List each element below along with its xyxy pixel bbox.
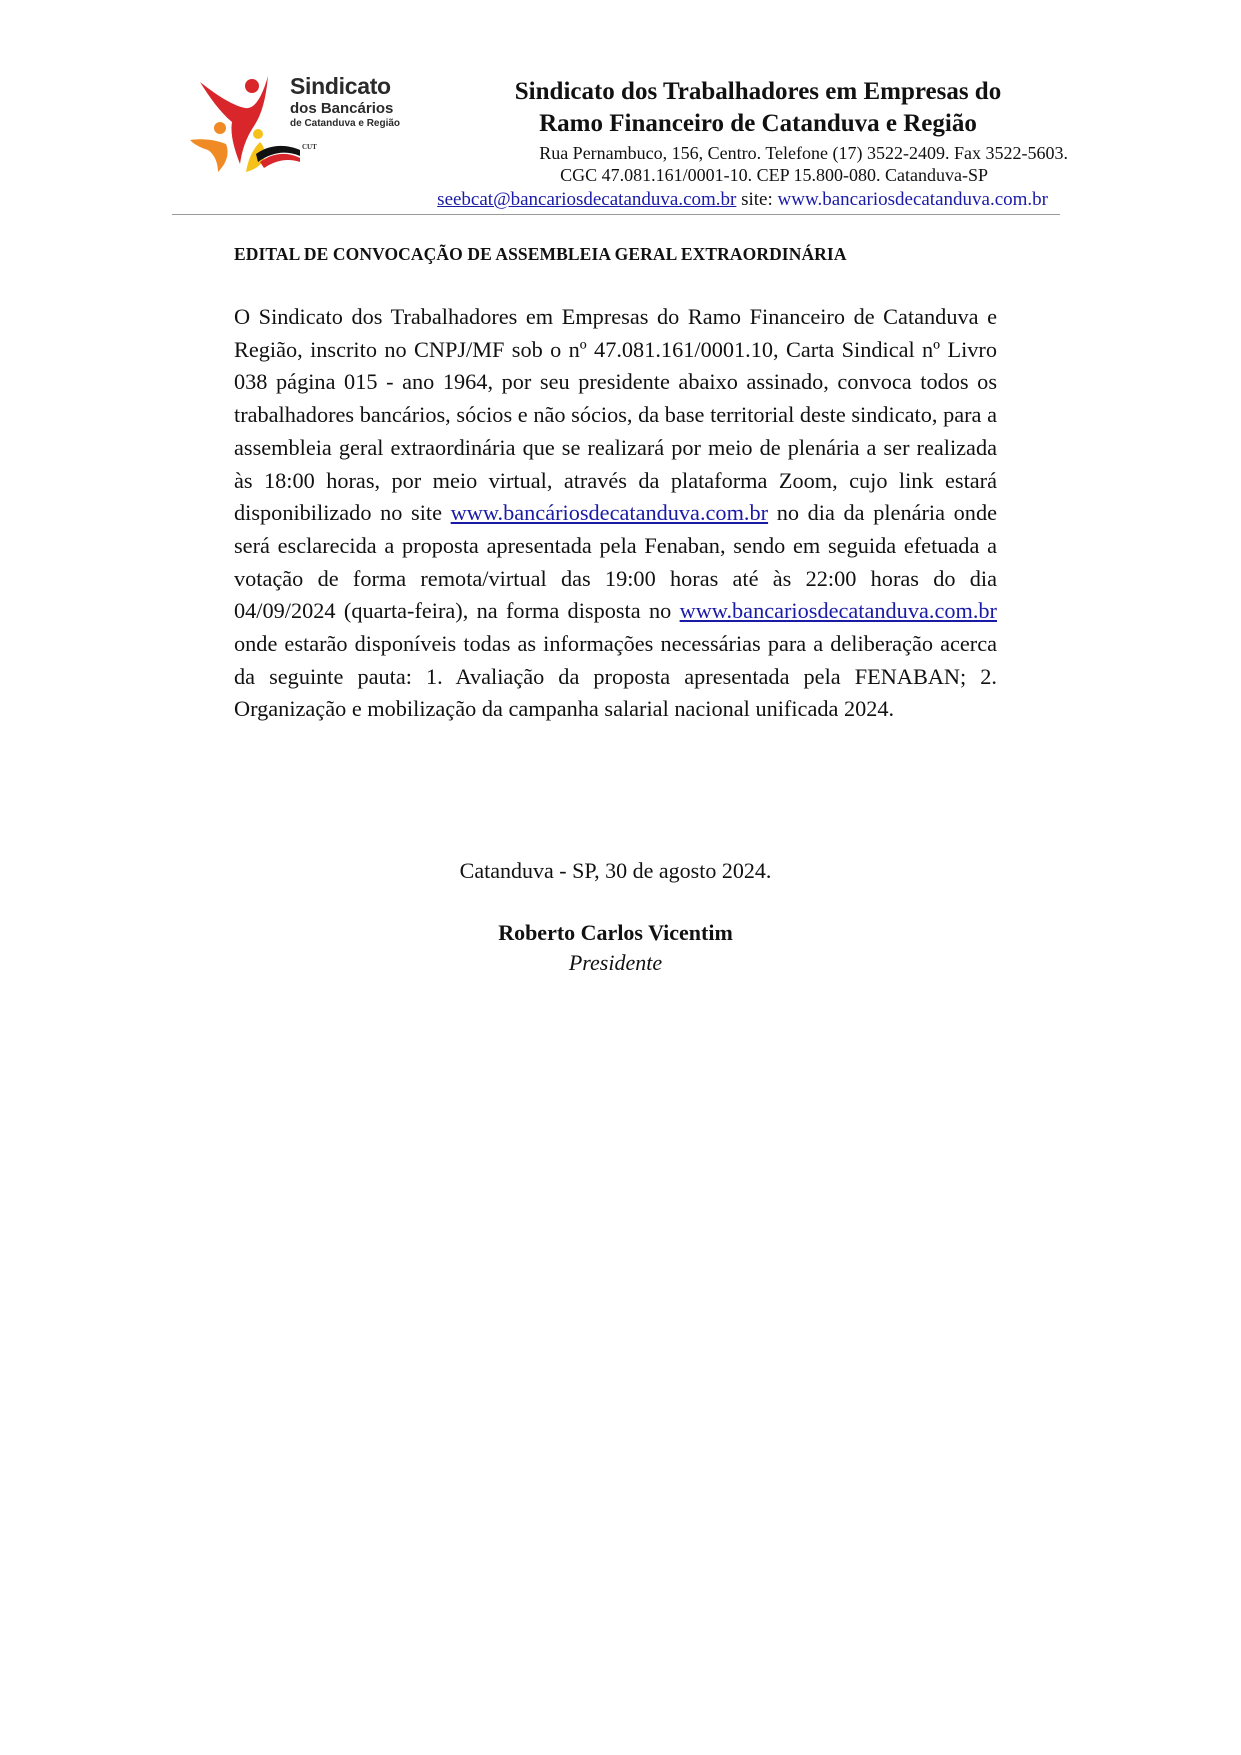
- site-link-2[interactable]: www.bancariosdecatanduva.com.br: [679, 598, 997, 624]
- signer-name: Roberto Carlos Vicentim: [498, 920, 733, 945]
- header-divider: [172, 214, 1060, 215]
- union-logo: [190, 68, 415, 174]
- site-link-1[interactable]: www.bancáriosdecatanduva.com.br: [450, 500, 769, 526]
- date-line: Catanduva - SP, 30 de agosto 2024.: [459, 858, 772, 883]
- logo-line-1: Sindicato: [290, 73, 391, 99]
- address-line-2: CGC 47.081.161/0001-10. CEP 15.800-080. Catanduva-SP: [560, 165, 988, 185]
- address-line-1: Rua Pernambuco, 156, Centro. Telefone (17) 3522-2409. Fax 3522-5603.: [539, 143, 1068, 163]
- logo-figures-icon: [190, 68, 300, 174]
- document-title: EDITAL DE CONVOCAÇÃO DE ASSEMBLEIA GERAL EXTRAORDINÁRIA: [234, 244, 847, 264]
- signer-role: Presidente: [568, 950, 663, 975]
- letterhead-title-line-2: Ramo Financeiro de Catanduva e Região: [539, 110, 977, 137]
- body-text-part-3: onde estarão disponíveis todas as informações necessárias para a deliberação acerca da seguinte pauta: 1. Avaliação da proposta apresentada pela FENABAN; 2. Organização e mobilização da campanha salarial nacional unificada 2024.: [234, 631, 997, 722]
- logo-affiliation: CUT: [302, 143, 317, 151]
- contact-line: [260, 189, 1048, 211]
- body-text-part-1: O Sindicato dos Trabalhadores em Empresas do Ramo Financeiro de Catanduva e Região, inscrito no CNPJ/MF sob o nº 47.081.161/0001.10, Carta Sindical nº Livro 038 página 015 - ano 1964, por seu presidente abaixo assinado, convoca todos os trabalhadores bancários, sócios e não sócios, da base territorial deste sindicato, para a assembleia geral extraordinária que se realizará por meio de plenária a ser realizada às 18:00 horas, por meio virtual, através da plataforma Zoom, cujo link estará disponibilizado no site: [234, 304, 997, 526]
- site-url-text: www.bancariosdecatanduva.com.br: [777, 189, 1048, 210]
- site-label: site:: [736, 189, 778, 210]
- letterhead-title: [448, 76, 1068, 140]
- logo-line-2: dos Bancários: [290, 100, 394, 117]
- email-link[interactable]: seebcat@bancariosdecatanduva.com.br: [437, 189, 737, 210]
- document-body: [234, 301, 997, 726]
- letterhead-title-line-1: Sindicato dos Trabalhadores em Empresas do: [514, 78, 1002, 105]
- logo-line-3: de Catanduva e Região: [290, 118, 401, 129]
- body-text-part-2: no dia da plenária onde será esclarecida a proposta apresentada pela Fenaban, sendo em seguida efetuada a votação de forma remota/virtual das 19:00 horas até às 22:00 horas do dia 04/09/2024 (quarta-feira), na forma disposta no: [234, 500, 997, 624]
